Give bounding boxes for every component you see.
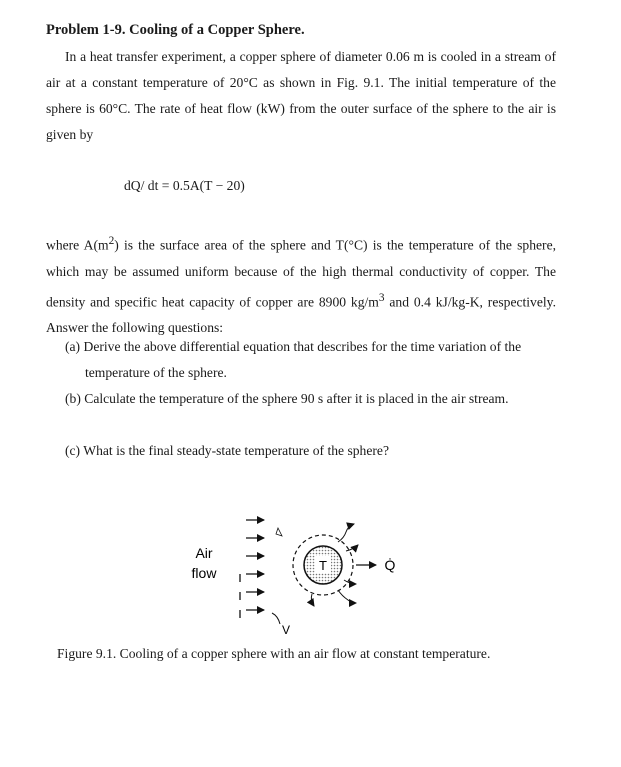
description-start: where A(m xyxy=(46,237,109,253)
air-label-line2: flow xyxy=(191,565,217,581)
sphere-temperature-label: T xyxy=(319,558,327,573)
heat-flow-equation: dQ/ dt = 0.5A(T − 20) xyxy=(124,178,245,193)
heat-arrow-5 xyxy=(311,594,314,606)
intro-paragraph: In a heat transfer experiment, a copper sphere of diameter 0.06 m is cooled in a stream of air at a constant temperature of 20°C as shown in Fig. 9.1. The initial temperature of the sphere is 60°C. The rate of heat flow (kW) from the outer surface of the sphere to the air is given by xyxy=(46,49,556,142)
figure-caption: Figure 9.1. Cooling of a copper sphere with an air flow at constant temperature. xyxy=(57,646,491,661)
heat-arrow-1 xyxy=(338,524,354,542)
air-flow-arrows xyxy=(246,520,264,610)
question-c-label: (c) xyxy=(65,443,81,458)
question-b-label: (b) xyxy=(65,391,81,406)
question-a xyxy=(65,334,575,386)
cooling-figure xyxy=(180,498,440,638)
air-label-line1: Air xyxy=(195,545,213,561)
heat-rate-label: Q̇ xyxy=(384,557,396,573)
heat-arrow-3 xyxy=(344,580,356,584)
problem-title: Problem 1-9. Cooling of a Copper Sphere. xyxy=(46,22,305,38)
question-c xyxy=(65,438,555,464)
velocity-leader xyxy=(272,613,280,624)
description-end: and 0.4 kJ/kg-K, respectively. Answer the following questions: xyxy=(46,294,556,336)
description-paragraph xyxy=(46,228,556,341)
question-b-text: Calculate the temperature of the sphere 90 s after it is placed in the air stream. xyxy=(84,391,509,406)
question-c-text: What is the final steady-state temperature of the sphere? xyxy=(83,443,389,458)
question-a-label: (a) xyxy=(65,339,81,354)
velocity-label: V xyxy=(282,623,291,637)
cursor-icon xyxy=(276,528,282,536)
superscript-3: 3 xyxy=(378,291,385,304)
heat-arrow-4 xyxy=(338,590,356,603)
question-b xyxy=(65,386,575,412)
description-middle: ) is the surface area of the sphere and T(°C) is the temperature of the sphere, which may be assumed uniform because of the high thermal conductivity of copper. The density and specific heat capacity of copper are 8900 kg/m xyxy=(46,237,556,310)
superscript-2: 2 xyxy=(108,235,115,247)
question-a-text: Derive the above differential equation that describes for the time variation of the temperature of the sphere. xyxy=(83,339,522,380)
